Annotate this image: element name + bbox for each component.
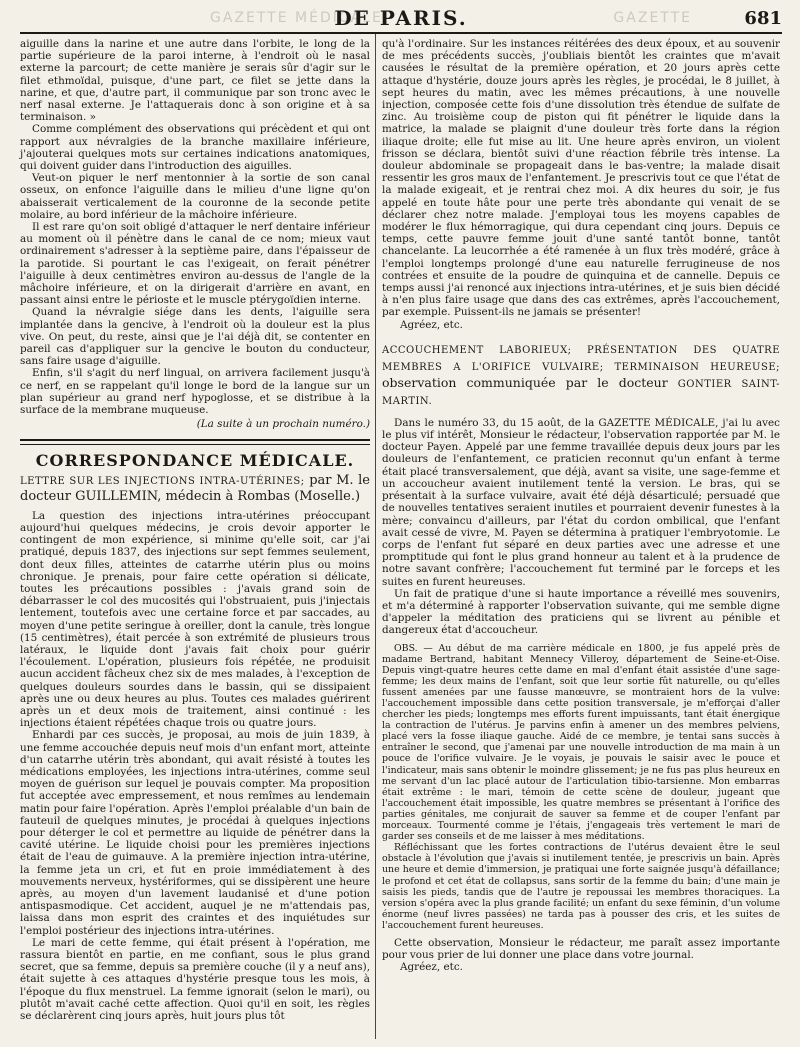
article-heading <box>382 341 780 409</box>
section-title: CORRESPONDANCE MÉDICALE. <box>35 450 355 470</box>
paragraph: Veut-on piquer le nerf mentonnier à la sortie de son canal osseux, on enfonce l'aiguille dans le milieu d'une ligne qu'on abaisserait verticalement de la couronne de la seconde petite molaire, au bord inférieur de la mâchoire inférieure. <box>20 172 370 221</box>
paragraph: Enfin, s'il s'agit du nerf lingual, on arrivera facilement jusqu'à ce nerf, en se rappelant qu'il longe le bord de la langue sur un plan supérieur au grand nerf hypoglosse, et se distribue à la surface de la membrane muqueuse. <box>20 367 370 417</box>
paragraph: Enhardi par ces succès, je proposai, au mois de juin 1839, à une femme accouchée depuis neuf mois d'un enfant mort, atteinte d'un catarrhe utérin très abondant, qui avait résisté à toutes les médications employées, les injections intra-utérines, comme seul moyen de guérison sur lequel je pouvais compter. Ma proposition fut acceptée avec empressement, et nous remîmes au lendemain matin pour faire l'opération. Après l'emploi préalable d'un bain de fauteuil de quelques minutes, je procédai à quelques injections pour déterger le col et permettre au liquide de pénétrer dans la cavité utérine. Le liquide choisi pour les premières injections était de l'eau de guimauve. A la première injection intra-utérine, la femme jeta un cri, et fut en proie immédiatement à des mouvements nerveux, hystériformes, qui se dissipèrent une heure après, au moyen d'un lavement laudanisé et d'une potion antispasmodique. Cet accident, auquel je ne m'attendais pas, laissa dans mon esprit des craintes et des inquiétudes sur l'emploi postérieur des injections intra-utérines. <box>20 729 370 937</box>
paragraph: qu'à l'ordinaire. Sur les instances réitérées des deux époux, et au souvenir de mes précédents succès, j'oubliais bientôt les craintes que m'avait causées le résultat de la première opération, et 20 jours après cette attaque d'hystérie, douze jours après les règles, je procédai, le 8 juillet, à sept heures du matin, avec les mêmes précautions, à une nouvelle injection, composée cette fois d'une dissolution très étendue de sulfate de zinc. Au troisième coup de piston qui fit pénétrer le liquide dans la matrice, la malade se plaignit d'une douleur très forte dans la région iliaque droite; elle fut mise au lit. Une heure après environ, un violent frisson se déclara, bientôt suivi d'une réaction fébrile très intense. La douleur abdominale se propageait dans le bas-ventre; la malade disait ressentir les gros maux de l'enfantement. Je prescrivis tout ce que l'état de la malade exigeait, et je rentrai chez moi. A dix heures du soir, je fus appelé en toute hâte pour une perte très abondante qui venait de se déclarer chez notre malade. J'employai tous les moyens capables de modérer le flux hémorragique, qui dura cependant cinq jours. Depuis ce temps, cette pauvre femme jouit d'une santé tantôt bonne, tantôt chancelante. La leucorrhée a été ramenée à un flux très modéré, grâce à l'emploi longtemps prolongé d'une eau naturelle ferrugineuse de nos contrées et ensuite de la poudre de quinquina et de cannelle. Depuis ce temps aussi j'ai renoncé aux injections intra-utérines, et je suis bien décidé à n'en plus faire usage que dans des cas extrêmes, après l'accouchement, par exemple. Puissent-ils ne jamais se présenter! <box>382 38 780 319</box>
paragraph: aiguille dans la narine et une autre dans l'orbite, le long de la partie supérieure de la paroi interne, à l'endroit où le nasal externe la parcourt; de cette manière je serais sûr d'agir sur le filet ethmoïdal, puisque, d'une part, ce filet se jette dans la narine, et que, d'autre part, il communique par son tronc avec le nerf nasal externe. Je l'attaquerais donc à son origine et à sa terminaison. » <box>20 38 370 124</box>
column-divider <box>375 34 376 1039</box>
right-column <box>382 38 780 974</box>
page-header <box>20 6 782 34</box>
bleed-through-text: GAZETTE <box>613 10 692 26</box>
continuation-note: (La suite à un prochain numéro.) <box>196 418 370 431</box>
letter-heading-caps: LETTRE SUR LES INJECTIONS INTRA-UTÉRINES; <box>20 475 305 487</box>
signoff: Agréez, etc. <box>400 961 463 974</box>
section-rule <box>20 439 370 445</box>
signoff: Agréez, etc. <box>400 318 463 331</box>
letter-heading-author: par M. le docteur GUILLEMIN, médecin à Rombas (Moselle.) <box>20 472 370 504</box>
paragraph: Il est rare qu'on soit obligé d'attaquer le nerf dentaire inférieur au moment où il pénètre dans le canal de ce nom; mieux vaut ordinairement s'adresser à la septième paire, dans l'épaisseur de la parotide. Si pourtant le cas l'exigeait, on ferait pénétrer l'aiguille à deux centimètres environ au-dessus de l'angle de la mâchoire inférieure, et on la dirigerait d'arrière en avant, en passant ainsi entre le périoste et le muscle ptérygoïdien interne. <box>20 221 370 307</box>
letter-heading <box>20 473 370 504</box>
observation-paragraph: OBS. — Au début de ma carrière médicale en 1800, je fus appelé près de madame Bertrand, habitant Mennecy Villeroy, département de Seine-et-Oise. Depuis vingt-quatre heures cette dame en mal d'enfant était assistée d'une sage-femme; les deux mains de l'enfant, soit que leur sortie fût naturelle, ou qu'elles fussent amenées par une fausse manœuvre, se montraient hors de la vulve: l'accouchement impossible dans cette position transversale, je m'efforçai d'aller chercher les pieds; longtemps mes efforts furent impuissants, tant était énergique la contraction de l'utérus. Je parvins enfin à amener un des membres pelviens, placé vers la fosse iliaque gauche. Aidé de ce membre, je tentai sans succès à entraîner le second, que j'amenai par une nouvelle introduction de ma main à un pouce de l'orifice vulvaire. Je le voyais, je pouvais le saisir avec le pouce et l'indicateur, mais sans obtenir le moindre glissement; je ne fus pas plus heureux en me servant d'un lac placé autour de l'articulation tibio-tarsienne. Mon embarras était extrême : le mari, témoin de cette scène de douleur, jugeant que l'accouchement était impossible, les quatre membres se présentant à l'orifice des parties génitales, me conjurait de sauver sa femme et de couper l'enfant par morceaux. Tourmenté comme je l'étais, j'engageais très vertement le mari de garder ses conseils et de me laisser à mes méditations. <box>382 642 780 843</box>
article-author: GONTIER SAINT-MARTIN. <box>382 378 780 407</box>
article-heading-caps: ACCOUCHEMENT LABORIEUX; PRÉSENTATION DES QUATRE MEMBRES A L'ORIFICE VULVAIRE; TERMINAISON HEUREUSE; <box>382 344 780 373</box>
paragraph: Cette observation, Monsieur le rédacteur, me paraît assez importante pour vous prier de lui donner une place dans votre journal. <box>382 936 780 962</box>
paragraph: Quand la névralgie siége dans les dents, l'aiguille sera implantée dans la gencive, à l'endroit où la douleur est la plus vive. On peut, du reste, ainsi que je l'ai déjà dit, se contenter en pareil cas d'appliquer sur la gencive le bouton du conducteur, sans faire usage d'aiguille. <box>20 306 370 368</box>
bleed-through-text: GAZETTE MÉDICALE <box>210 10 383 26</box>
paragraph: Un fait de pratique d'une si haute importance a réveillé mes souvenirs, et m'a déterminé à rapporter l'observation suivante, qui me semble digne d'appeler la méditation des praticiens qui se livrent au pénible et dangereux état d'accoucheur. <box>382 587 780 637</box>
observation-paragraph: Réfléchissant que les fortes contractions de l'utérus devaient être le seul obstacle à l'évolution que j'avais si inutilement tentée, je prescrivis un bain. Après une heure et demie d'immersion, je pratiquai une forte saignée jusqu'à défaillance; le profond et cet état de collapsus, sans sortir de la femme du bain; d'une main je saisis les pieds, tandis que de l'autre je repoussai les membres thoraciques. La version s'opéra avec la plus grande facilité; un enfant du sexe féminin, d'un volume énorme (neuf livres passées) ne tarda pas à pousser des cris, et les suites de l'accouchement furent heureuses. <box>382 842 780 931</box>
article-heading-text: observation communiquée par le docteur <box>382 374 668 390</box>
paragraph: Dans le numéro 33, du 15 août, de la GAZETTE MÉDICALE, j'ai lu avec le plus vif intérêt, Monsieur le rédacteur, l'observation rapportée par M. le docteur Payen. Appelé par une femme travaillée depuis deux jours par les douleurs de l'enfantement, ce praticien reconnut qu'un enfant à terme était placé transversalement, que déjà, avant sa visite, une sage-femme et un accoucheur avaient inutilement tenté la version. Le bras, qui se présentait à la surface vulvaire, avait été déjà désarticulé; persuadé que de nouvelles tentatives seraient inutiles et pourraient devenir funestes à la mère; convaincu d'ailleurs, par l'état du cordon ombilical, que l'enfant avait cessé de vivre, M. Payen se détermina à pratiquer l'embryotomie. Le corps de l'enfant fut séparé en deux parties avec une adresse et une promptitude qui font le plus grand honneur au talent et à la prudence de notre savant confrère; l'accouchement fut terminé par le forceps et les suites en furent heureuses. <box>382 416 780 588</box>
page-number: 681 <box>744 8 782 29</box>
paragraph: Comme complément des observations qui précèdent et qui ont rapport aux névralgies de la branche maxillaire inférieure, j'ajouterai quelques mots sur certaines indications anatomiques, qui doivent guider dans l'introduction des aiguilles. <box>20 123 370 173</box>
paragraph: La question des injections intra-utérines préoccupant aujourd'hui quelques médecins, je crois devoir apporter le contingent de mon expérience, si minime qu'elle soit, car j'ai pratiqué, depuis 1837, des injections sur sept femmes seulement, dont deux filles, atteintes de catarrhe utérin plus ou moins chronique. Je prenais, pour faire cette opération si délicate, toutes les précautions possibles : j'avais grand soin de débarrasser le col des mucosités qui l'obstruaient, puis j'injectais lentement, toutefois avec une certaine force et par saccades, au moyen d'une petite seringue à oreiller, dont la canule, très longue (15 centimètres), était percée à son extrémité de plusieurs trous latéraux, le liquide dont j'avais fait choix pour guérir l'écoulement. L'opération, plusieurs fois répétée, ne produisit aucun accident fâcheux chez six de mes malades, à l'exception de quelques douleurs sourdes dans le bassin, qui se dissipaient après une ou deux heures au plus. Toutes ces malades guérirent après un et deux mois de traitement, ainsi continué : les injections étaient répétées chaque trois ou quatre jours. <box>20 509 370 730</box>
paragraph: Le mari de cette femme, qui était présent à l'opération, me rassura bientôt en partie, en me confiant, sous le plus grand secret, que sa femme, depuis sa première couche (il y a neuf ans), était sujette à ces attaques d'hystérie presque tous les mois, à l'époque du flux menstruel. La femme ignorait (selon le mari), ou plutôt m'avait caché cette affection. Quoi qu'il en soit, les règles se déclarèrent cinq jours après, huit jours plus tôt <box>20 936 370 1023</box>
running-title: DE PARIS. <box>334 6 468 30</box>
left-column <box>20 38 370 1022</box>
